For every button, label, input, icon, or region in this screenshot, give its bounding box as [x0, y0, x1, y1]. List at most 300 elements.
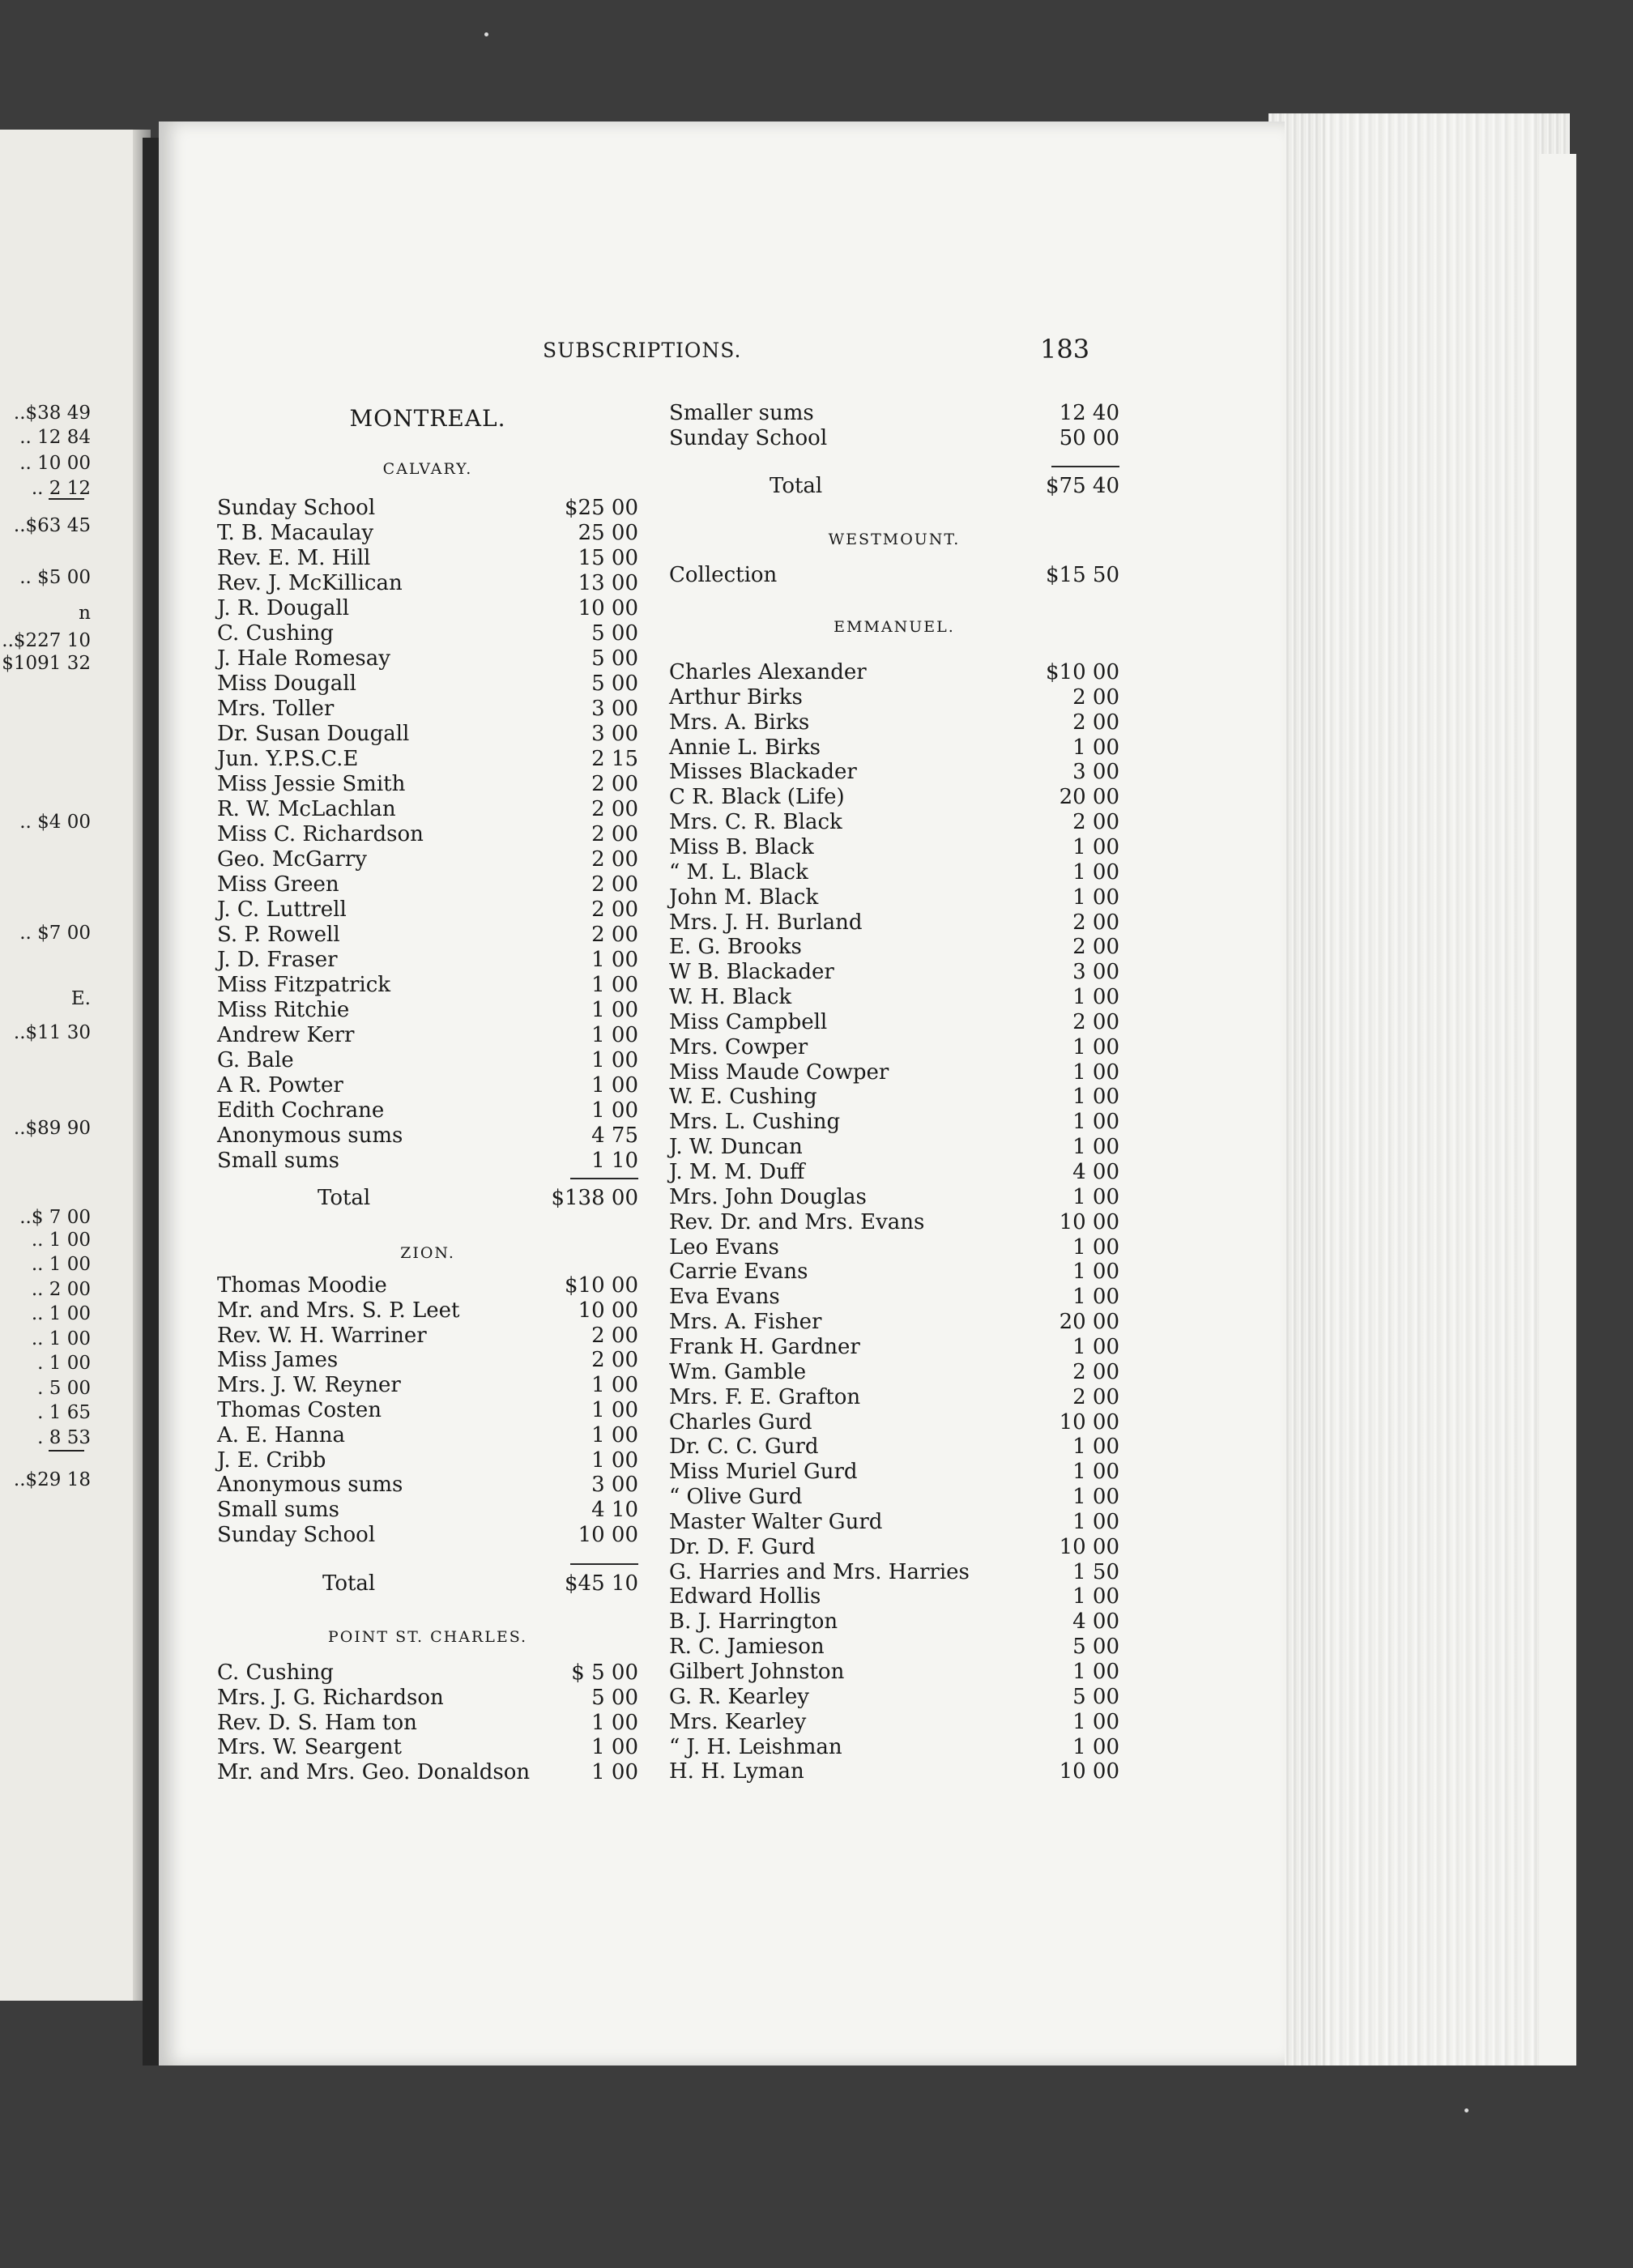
left-page-text: ..$227 10	[2, 630, 91, 651]
subscriber-name: C R. Black (Life)	[669, 785, 845, 810]
subscription-amount: 4 75	[591, 1123, 638, 1148]
subscription-row	[217, 1373, 638, 1398]
subscription-amount: 2 00	[1072, 710, 1119, 735]
subscription-amount: 2 00	[591, 1348, 638, 1373]
subscription-amount: 5 00	[1072, 1684, 1119, 1709]
subscriber-name: Edward Hollis	[669, 1584, 821, 1609]
subscription-amount: 10 00	[578, 596, 638, 620]
subscription-amount: 10 00	[1059, 1534, 1119, 1559]
subscriber-name: W. H. Black	[669, 985, 792, 1010]
left-page-text: ..$11 30	[13, 1022, 91, 1043]
left-page-text: $1091 32	[2, 653, 91, 674]
subscriber-name: Frank H. Gardner	[669, 1334, 860, 1359]
subscription-amount: 1 00	[1072, 1660, 1119, 1684]
subscription-row	[217, 571, 638, 596]
subscription-row	[217, 521, 638, 546]
subscriber-name: Miss Dougall	[217, 671, 356, 696]
subscriber-name: Smaller sums	[669, 401, 814, 425]
subscriber-name: Charles Alexander	[669, 660, 867, 684]
subscriber-name: Misses Blackader	[669, 760, 857, 785]
subscription-amount: $10 00	[1046, 660, 1119, 684]
subscriber-name: Thomas Costen	[217, 1398, 382, 1422]
subscription-row	[217, 1048, 638, 1073]
left-page-text: .. 1 00	[31, 1230, 91, 1251]
subscription-amount: 1 00	[1072, 1260, 1119, 1285]
subscription-row	[669, 1584, 1119, 1609]
left-page-rule	[49, 498, 84, 500]
subscriber-name: Miss Campbell	[669, 1009, 828, 1034]
subscription-amount: $ 5 00	[571, 1660, 638, 1685]
subscription-amount: 2 00	[1072, 810, 1119, 835]
subscription-row	[217, 1298, 638, 1324]
subscriber-name: Arthur Birks	[669, 684, 803, 710]
subscription-row	[669, 1535, 1119, 1560]
left-page-text: ..$38 49	[13, 403, 91, 424]
subscriber-name: Leo Evans	[669, 1234, 779, 1260]
subscriber-name: G. Harries and Mrs. Harries	[669, 1559, 970, 1584]
subscription-row	[217, 1273, 638, 1298]
subscription-amount: 2 00	[591, 1323, 638, 1348]
subscription-amount: 3 00	[1072, 960, 1119, 985]
subscriber-name: Miss Green	[217, 872, 339, 897]
subscriber-name: Mrs. A. Birks	[669, 710, 810, 735]
subscription-row	[669, 1710, 1119, 1735]
subscription-amount: 1 00	[1072, 859, 1119, 885]
subscription-row	[669, 426, 1119, 451]
subscription-row	[669, 1235, 1119, 1260]
subscriber-name: R. C. Jamieson	[669, 1635, 825, 1660]
subscriber-name: Mrs. F. E. Grafton	[669, 1384, 861, 1409]
left-page-text: . 8 53	[37, 1427, 91, 1448]
subscription-amount: 2 00	[591, 923, 638, 947]
left-page-text: .. 2 00	[31, 1279, 91, 1300]
subscription-row	[217, 1660, 638, 1686]
section-heading-emmanuel: EMMANUEL.	[834, 618, 955, 636]
subscription-amount: $15 50	[1046, 563, 1119, 587]
subscription-row	[217, 1523, 638, 1548]
subscription-amount: 5 00	[1072, 1635, 1119, 1660]
subscriber-name: C. Cushing	[217, 1660, 334, 1685]
subscription-amount: 1 00	[591, 1760, 638, 1785]
subscription-row	[669, 1759, 1119, 1784]
city-heading: MONTREAL.	[349, 405, 506, 432]
subscription-amount: 1 00	[1072, 1184, 1119, 1209]
subscription-amount: 1 00	[1072, 1059, 1119, 1085]
subscriber-name: Miss C. Richardson	[217, 822, 424, 846]
subscription-amount: 2 00	[591, 897, 638, 922]
left-page-text: . 1 00	[37, 1353, 91, 1374]
subscriber-name: Wm. Gamble	[669, 1359, 807, 1384]
subscription-row	[669, 1135, 1119, 1160]
subscription-row	[217, 1398, 638, 1423]
section-heading-westmount: WESTMOUNT.	[828, 531, 961, 548]
subscriber-name: A R. Powter	[217, 1073, 343, 1098]
section-heading-calvary: CALVARY.	[382, 460, 473, 478]
subscription-amount: 10 00	[578, 1298, 638, 1323]
subscription-row	[669, 810, 1119, 835]
subscription-row	[669, 1560, 1119, 1585]
page-edges	[1268, 113, 1570, 2066]
subscription-row	[217, 646, 638, 671]
subscription-row	[669, 735, 1119, 761]
subscriber-name: Dr. D. F. Gurd	[669, 1534, 816, 1559]
subscription-amount: 1 00	[591, 1735, 638, 1760]
subscription-amount: 20 00	[1059, 785, 1119, 810]
subscriber-name: J. R. Dougall	[217, 596, 350, 620]
subscriber-name: Small sums	[217, 1149, 339, 1173]
subscriber-name: Mrs. Toller	[217, 697, 335, 721]
subscription-amount: 2 00	[591, 872, 638, 897]
page-number: 183	[1040, 334, 1090, 364]
subscriber-name: S. P. Rowell	[217, 923, 340, 947]
left-page-text: n	[79, 603, 91, 624]
subscription-row	[669, 1635, 1119, 1660]
subscriber-name: John M. Black	[669, 885, 819, 910]
right-column	[669, 401, 1119, 1794]
left-page-text: .. $5 00	[19, 567, 91, 588]
subscriber-name: A. E. Hanna	[217, 1422, 345, 1447]
subscription-row	[669, 760, 1119, 785]
subscription-amount: 12 40	[1059, 401, 1119, 425]
subscriber-name: Rev. J. McKillican	[217, 571, 403, 595]
subscription-amount: 1 00	[591, 948, 638, 972]
total-amount: $45 10	[565, 1571, 638, 1596]
subscriber-name: J. D. Fraser	[217, 948, 338, 972]
subscription-row	[669, 1335, 1119, 1360]
subscriber-name: Miss Fitzpatrick	[217, 973, 391, 997]
subscription-row	[669, 985, 1119, 1010]
subscription-amount: 1 00	[1072, 1234, 1119, 1260]
subscriber-name: J. C. Luttrell	[217, 897, 347, 922]
subscription-amount: 1 00	[1072, 1435, 1119, 1460]
subscription-row	[217, 1473, 638, 1498]
subscriber-name: Charles Gurd	[669, 1409, 812, 1435]
left-page-rule	[49, 1450, 84, 1452]
subscription-amount: 1 00	[1072, 1034, 1119, 1059]
subscription-amount: 2 00	[1072, 1384, 1119, 1409]
subscription-row	[217, 697, 638, 722]
subscriber-name: Rev. E. M. Hill	[217, 546, 371, 570]
subscription-amount: 1 00	[591, 998, 638, 1022]
left-page-text: .. 1 00	[31, 1303, 91, 1324]
subscriber-name: Dr. Susan Dougall	[217, 722, 410, 746]
subscription-amount: 1 00	[1072, 1460, 1119, 1485]
subscription-amount: 5 00	[591, 646, 638, 671]
subscription-amount: 3 00	[591, 722, 638, 746]
subscription-amount: 2 00	[1072, 935, 1119, 960]
subscription-row	[217, 1735, 638, 1760]
subscription-row	[669, 1735, 1119, 1760]
left-page-text: .. 2 12	[31, 478, 91, 499]
subscriber-name: Gilbert Johnston	[669, 1660, 845, 1684]
left-page-text: . 1 65	[37, 1402, 91, 1423]
total-amount: $138 00	[551, 1186, 638, 1210]
subscriber-name: Rev. Dr. and Mrs. Evans	[669, 1209, 925, 1234]
left-page	[0, 130, 151, 2001]
left-page-text: ..$ 7 00	[19, 1207, 91, 1228]
subscription-row	[669, 1060, 1119, 1085]
running-header: SUBSCRIPTIONS.	[543, 339, 742, 362]
subscription-row	[669, 1260, 1119, 1285]
subscription-row	[217, 998, 638, 1023]
subscriber-name: “ Olive Gurd	[669, 1485, 803, 1510]
subscription-row	[669, 1360, 1119, 1385]
subscriber-name: Mrs. Kearley	[669, 1709, 807, 1734]
subscriber-name: Mr. and Mrs. Geo. Donaldson	[217, 1760, 531, 1785]
subscriber-name: “ J. H. Leishman	[669, 1734, 842, 1759]
subscriber-name: Rev. D. S. Ham ton	[217, 1710, 417, 1735]
subscriber-name: Edith Cochrane	[217, 1098, 385, 1123]
subscription-amount: 1 00	[591, 1422, 638, 1447]
left-page-text: ..$63 45	[13, 515, 91, 536]
subscription-amount: 2 00	[591, 822, 638, 846]
subscription-amount: 4 10	[591, 1498, 638, 1523]
subscription-amount: 1 00	[591, 973, 638, 997]
total-rule	[1051, 466, 1119, 467]
subscriber-name: C. Cushing	[217, 621, 334, 646]
subscriber-name: Mrs. Cowper	[669, 1034, 808, 1059]
subscription-amount: $25 00	[565, 496, 638, 520]
subscriber-name: J. Hale Romesay	[217, 646, 390, 671]
subscriber-name: Miss Ritchie	[217, 998, 350, 1022]
subscription-amount: 1 00	[1072, 1509, 1119, 1534]
left-page-text: .. $4 00	[19, 812, 91, 833]
subscription-row	[669, 1410, 1119, 1435]
left-page-text: . 5 00	[37, 1378, 91, 1399]
subscription-amount: 2 00	[1072, 1009, 1119, 1034]
subscription-amount: 2 00	[591, 772, 638, 796]
subscription-row	[669, 1310, 1119, 1335]
total-row	[669, 472, 1119, 500]
subscription-amount: 1 00	[1072, 885, 1119, 910]
subscription-amount: 2 00	[591, 847, 638, 872]
total-label: Total	[770, 474, 823, 498]
subscriber-name: “ M. L. Black	[669, 859, 808, 885]
subscription-row	[217, 1760, 638, 1785]
left-page-text: .. 12 84	[19, 427, 91, 448]
subscriber-name: Sunday School	[217, 496, 376, 520]
subscription-row	[669, 710, 1119, 735]
subscriber-name: Eva Evans	[669, 1285, 780, 1310]
subscriber-name: W B. Blackader	[669, 960, 834, 985]
subscription-amount: 1 00	[591, 1373, 638, 1398]
subscription-amount: 20 00	[1059, 1310, 1119, 1335]
subscription-row	[669, 885, 1119, 910]
subscription-amount: 1 00	[591, 1048, 638, 1072]
left-page-text: .. $7 00	[19, 923, 91, 944]
subscription-row	[217, 923, 638, 948]
subscriber-name: Mrs. J. G. Richardson	[217, 1685, 444, 1710]
subscription-row	[669, 1285, 1119, 1310]
subscription-amount: 1 10	[591, 1149, 638, 1173]
subscription-amount: 1 00	[1072, 1110, 1119, 1135]
subscriber-name: Mr. and Mrs. S. P. Leet	[217, 1298, 460, 1323]
subscriber-name: Sunday School	[217, 1523, 376, 1547]
subscription-row	[217, 1498, 638, 1523]
total-rule	[570, 1178, 638, 1179]
subscriber-name: H. H. Lyman	[669, 1759, 804, 1784]
subscription-amount: 1 00	[1072, 1135, 1119, 1160]
subscription-row	[217, 1023, 638, 1048]
left-page-text: ..$89 90	[13, 1118, 91, 1139]
subscription-amount: 1 00	[591, 1710, 638, 1735]
subscription-amount: 1 00	[1072, 985, 1119, 1010]
subscription-row	[217, 1073, 638, 1098]
subscription-amount: 15 00	[578, 546, 638, 570]
subscriber-name: J. W. Duncan	[669, 1135, 803, 1160]
subscription-row	[217, 496, 638, 521]
subscription-row	[217, 1423, 638, 1448]
subscriber-name: Rev. W. H. Warriner	[217, 1323, 427, 1348]
total-label: Total	[322, 1571, 376, 1596]
subscription-row	[669, 563, 1119, 588]
subscriber-name: G. R. Kearley	[669, 1684, 809, 1709]
subscription-row	[217, 847, 638, 872]
total-row	[217, 1184, 638, 1212]
subscription-row	[217, 722, 638, 747]
subscriber-name: J. E. Cribb	[217, 1447, 326, 1473]
left-page-text: .. 1 00	[31, 1254, 91, 1275]
subscriber-name: Carrie Evans	[669, 1260, 808, 1285]
subscription-amount: 10 00	[1059, 1209, 1119, 1234]
subscription-row	[669, 1609, 1119, 1635]
subscription-amount: 25 00	[578, 521, 638, 545]
dust-speck	[484, 32, 488, 36]
subscription-amount: 10 00	[578, 1523, 638, 1547]
subscriber-name: Thomas Moodie	[217, 1273, 387, 1298]
subscription-amount: 1 00	[1072, 1285, 1119, 1310]
left-page-text: E.	[70, 988, 91, 1009]
subscription-amount: 1 00	[1072, 1734, 1119, 1759]
subscriber-name: Mrs. L. Cushing	[669, 1110, 841, 1135]
subscription-amount: 4 00	[1072, 1609, 1119, 1635]
subscription-amount: 1 00	[1072, 735, 1119, 760]
subscriber-name: R. W. McLachlan	[217, 797, 396, 821]
subscription-row	[669, 1685, 1119, 1710]
subscription-amount: 1 00	[1072, 1709, 1119, 1734]
subscription-row	[217, 671, 638, 697]
subscription-row	[217, 1711, 638, 1736]
subscription-amount: 4 00	[1072, 1160, 1119, 1184]
subscription-row	[669, 935, 1119, 960]
subscriber-name: Sunday School	[669, 426, 828, 450]
subscriber-name: Mrs. J. W. Reyner	[217, 1373, 401, 1398]
subscriber-name: Small sums	[217, 1498, 339, 1523]
subscriber-name: Anonymous sums	[217, 1123, 403, 1148]
subscription-row	[217, 897, 638, 923]
left-page-text: .. 1 00	[31, 1328, 91, 1349]
subscription-amount: 1 00	[1072, 834, 1119, 859]
subscription-row	[217, 973, 638, 998]
subscription-amount: 10 00	[1059, 1759, 1119, 1784]
subscriber-name: E. G. Brooks	[669, 935, 802, 960]
subscription-row	[669, 1010, 1119, 1035]
subscription-row	[217, 1324, 638, 1349]
subscriber-name: Miss Maude Cowper	[669, 1059, 889, 1085]
subscription-amount: 3 00	[591, 1473, 638, 1498]
subscriber-name: Anonymous sums	[217, 1473, 403, 1498]
subscription-amount: 1 50	[1072, 1559, 1119, 1584]
subscription-row	[669, 860, 1119, 885]
subscriber-name: B. J. Harrington	[669, 1609, 838, 1635]
total-label: Total	[318, 1186, 371, 1210]
subscription-row	[669, 1085, 1119, 1110]
subscription-amount: 1 00	[1072, 1485, 1119, 1510]
subscription-row	[669, 685, 1119, 710]
subscription-amount: 5 00	[591, 671, 638, 696]
subscription-row	[669, 1210, 1119, 1235]
subscription-row	[217, 1149, 638, 1174]
subscription-row	[669, 401, 1119, 426]
subscriber-name: Mrs. John Douglas	[669, 1184, 867, 1209]
subscription-amount: $10 00	[565, 1273, 638, 1298]
section-heading-point-st-charles: POINT ST. CHARLES.	[327, 1628, 528, 1646]
subscription-row	[217, 1448, 638, 1473]
subscriber-name: Miss James	[217, 1348, 339, 1373]
subscription-row	[669, 960, 1119, 985]
subscription-amount: 1 00	[1072, 1584, 1119, 1609]
subscriber-name: Geo. McGarry	[217, 847, 367, 872]
subscriber-name: Mrs. A. Fisher	[669, 1310, 822, 1335]
subscription-row	[669, 1110, 1119, 1135]
subscription-amount: 1 00	[1072, 1085, 1119, 1110]
section-heading-zion: ZION.	[400, 1244, 455, 1262]
subscription-row	[669, 785, 1119, 810]
subscription-row	[669, 1185, 1119, 1210]
subscription-amount: 2 00	[1072, 910, 1119, 935]
subscription-amount: 3 00	[1072, 760, 1119, 785]
subscription-row	[217, 1098, 638, 1123]
subscriber-name: G. Bale	[217, 1048, 294, 1072]
subscription-row	[669, 1385, 1119, 1410]
subscription-row	[669, 1460, 1119, 1485]
subscription-row	[217, 1348, 638, 1373]
subscriber-name: Annie L. Birks	[669, 735, 821, 760]
subscriber-name: W. E. Cushing	[669, 1085, 817, 1110]
subscription-row	[217, 797, 638, 822]
subscription-amount: 2 00	[1072, 1359, 1119, 1384]
subscription-row	[669, 1160, 1119, 1185]
back-cover-edge	[1539, 154, 1576, 2066]
subscriber-name: T. B. Macaulay	[217, 521, 374, 545]
subscription-row	[669, 1035, 1119, 1060]
subscription-row	[217, 948, 638, 973]
subscription-row	[669, 660, 1119, 685]
subscription-row	[669, 1660, 1119, 1685]
subscription-amount: 50 00	[1059, 426, 1119, 450]
subscriber-name: Collection	[669, 563, 778, 587]
total-amount: $75 40	[1046, 474, 1119, 498]
subscriber-name: Mrs. J. H. Burland	[669, 910, 863, 935]
subscription-amount: 13 00	[578, 571, 638, 595]
subscription-row	[669, 910, 1119, 936]
subscription-row	[217, 772, 638, 797]
subscriber-name: Miss Muriel Gurd	[669, 1460, 858, 1485]
subscription-amount: 1 00	[591, 1447, 638, 1473]
subscription-amount: 1 00	[1072, 1334, 1119, 1359]
subscription-row	[217, 621, 638, 646]
subscriber-name: Master Walter Gurd	[669, 1509, 883, 1534]
subscription-row	[669, 1435, 1119, 1460]
subscription-row	[217, 546, 638, 571]
left-page-text: .. 10 00	[19, 453, 91, 474]
subscription-row	[669, 1510, 1119, 1535]
subscriber-name: Jun. Y.P.S.C.E	[217, 747, 359, 771]
subscriber-name: Dr. C. C. Gurd	[669, 1435, 819, 1460]
subscription-row	[217, 872, 638, 897]
subscriber-name: Mrs. C. R. Black	[669, 810, 842, 835]
left-column	[217, 405, 638, 1798]
